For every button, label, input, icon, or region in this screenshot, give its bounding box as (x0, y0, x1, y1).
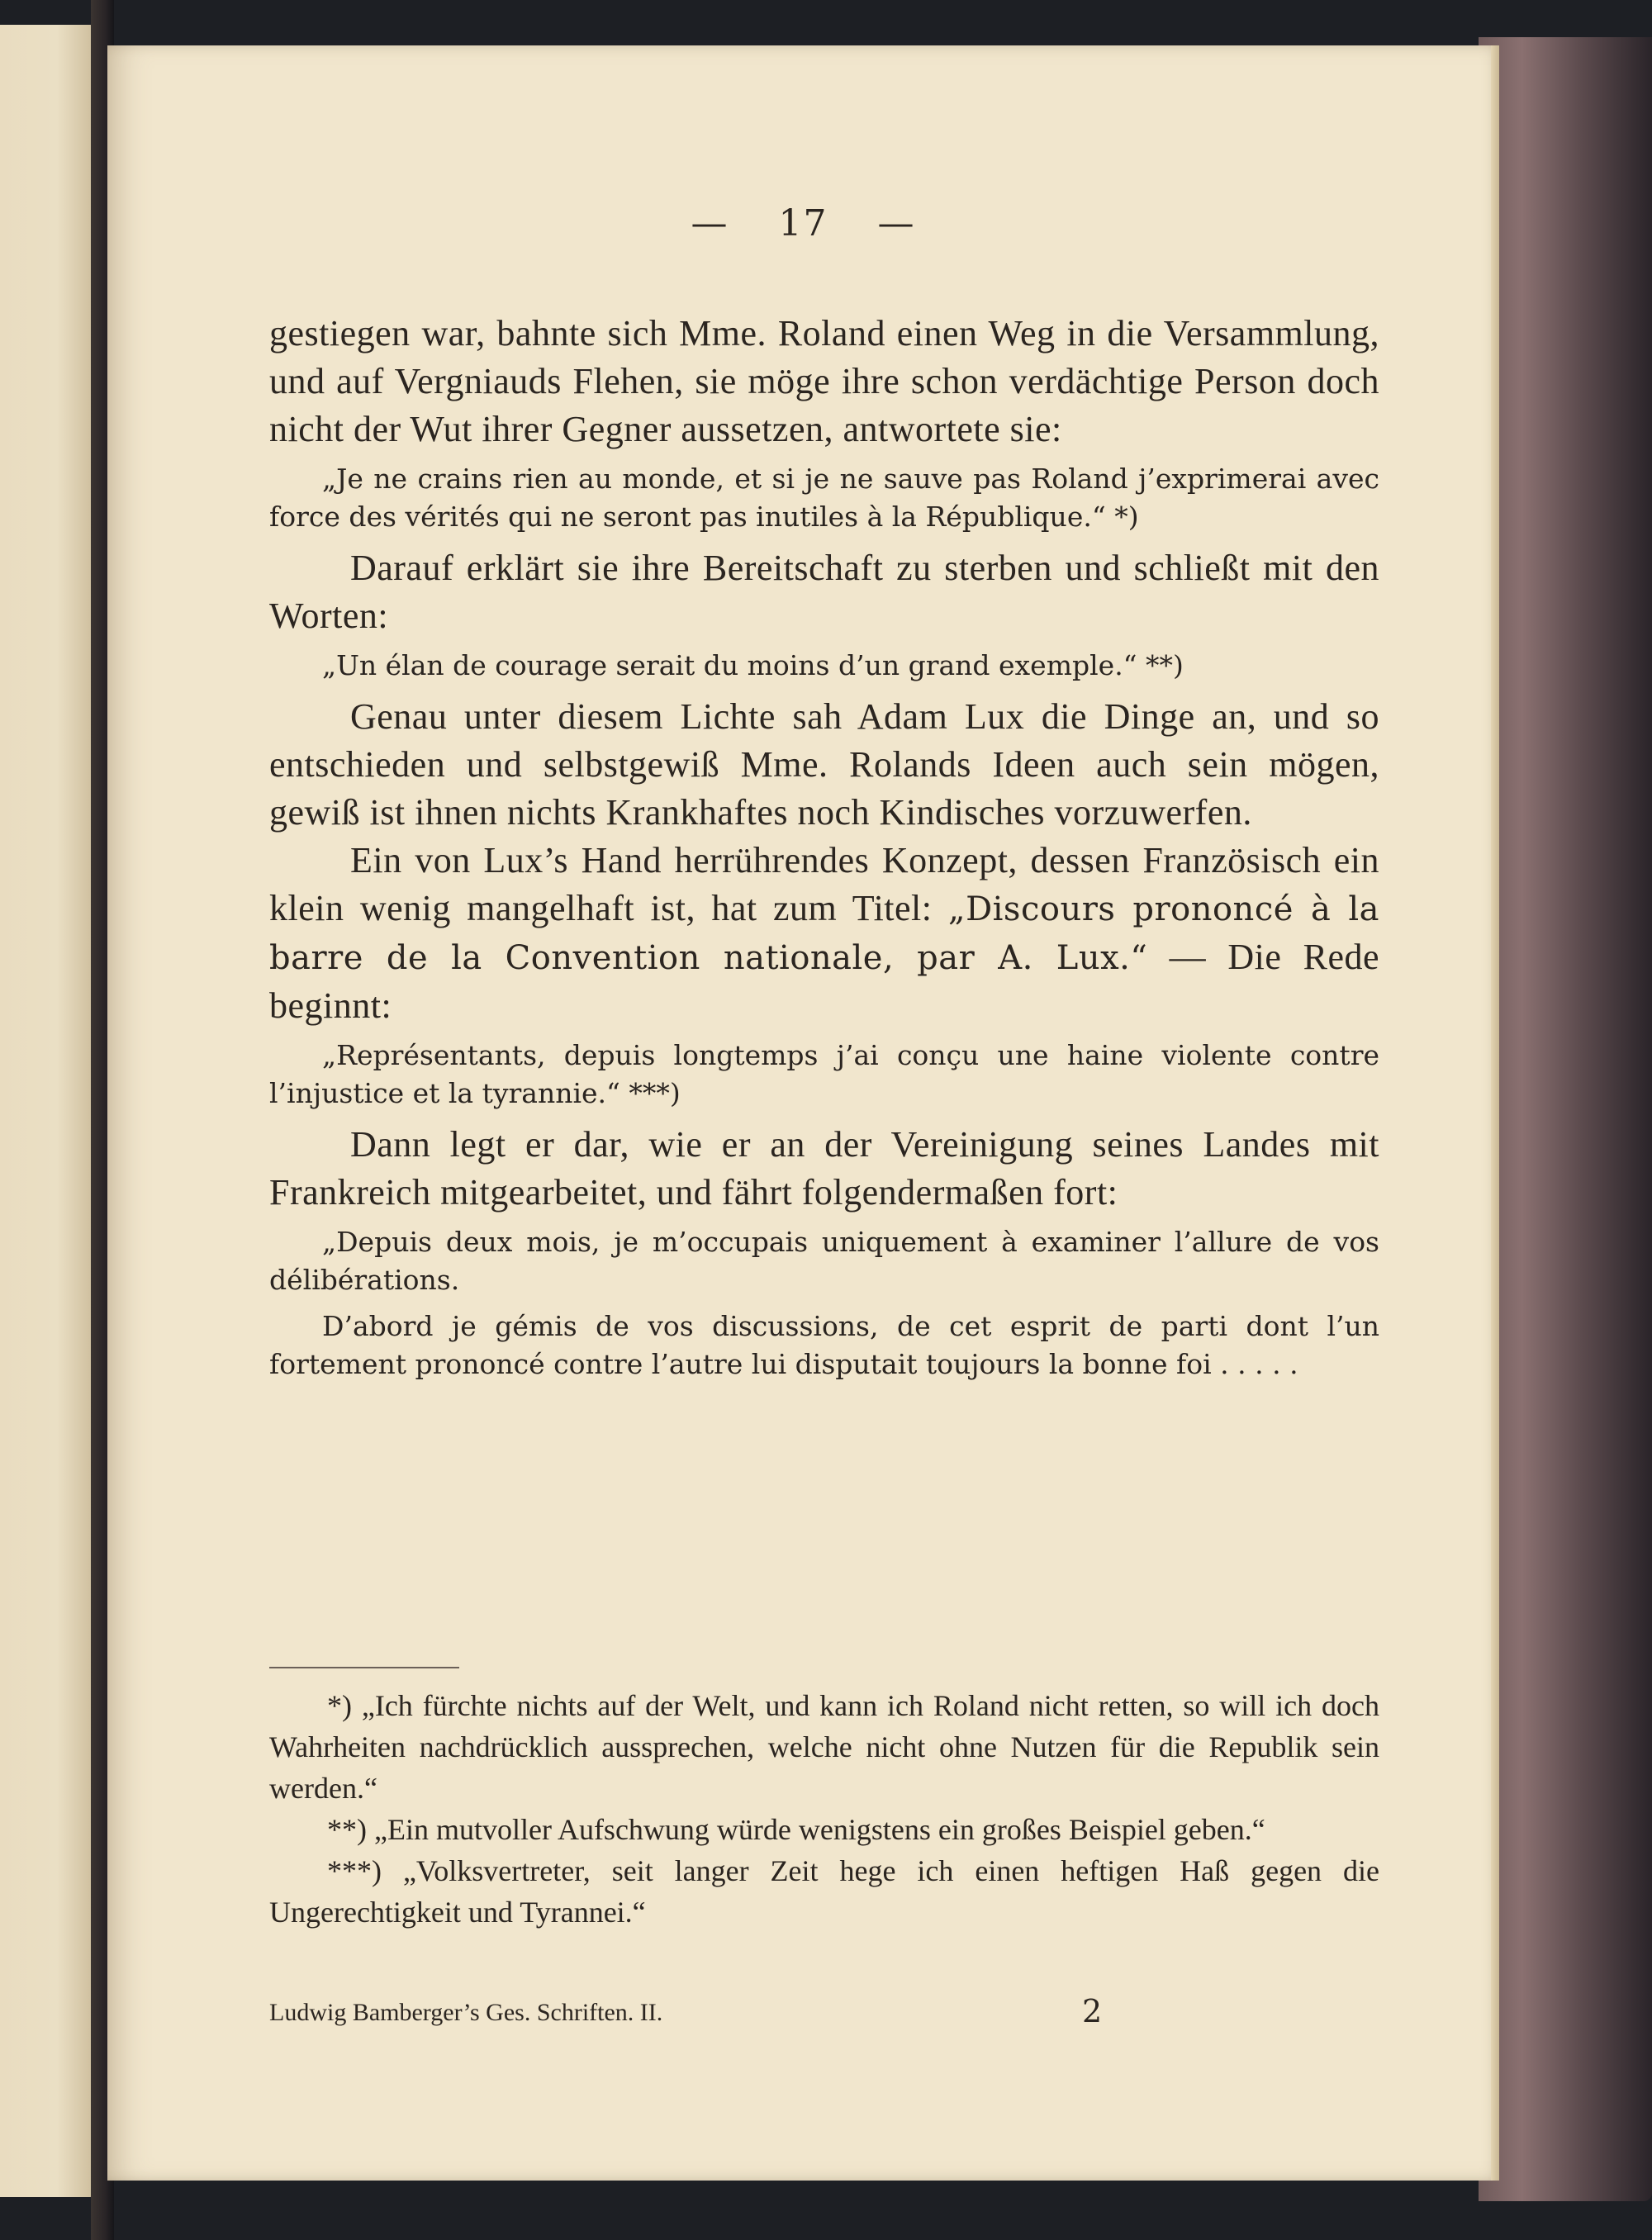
page-body (269, 310, 1379, 1392)
quote-roland-2: „Un élan de courage serait du moins d’un grand exemple.“ **) (322, 649, 1184, 681)
paragraph-5: Dann legt er dar, wie er an der Vereinigung seines Landes mit Frankreich mitgearbeitet, und fährt folgendermaßen fort: (269, 1124, 1379, 1213)
page-footer-signature-line: Ludwig Bamberger’s Ges. Schriften. II. (269, 1999, 663, 2026)
quote-lux-2: „Depuis deux mois, je m’occupais uniquement à examiner l’allure de vos délibérations. (269, 1226, 1379, 1296)
left-page-edge (0, 25, 95, 2197)
page-header (107, 202, 1499, 244)
book-page (107, 45, 1499, 2181)
footnote-rule (269, 1667, 459, 1668)
paragraph-4-text: Ein von Lux’s Hand herrührendes Konzept, dessen Französisch ein klein wenig mangelhaft ist, hat zum Titel: (269, 840, 1379, 928)
quote-lux-1: „Représentants, depuis longtemps j’ai conçu une haine violente contre l’injustice et la tyrannie.“ ***) (269, 1039, 1379, 1109)
sheet-signature: 2 (1082, 1993, 1103, 2029)
book-cover-edge (1479, 37, 1652, 2201)
page-edge (1491, 45, 1499, 2181)
footnote-1: *) „Ich fürchte nichts auf der Welt, und kann ich Roland nicht retten, so will ich doch Wahrheiten nachdrücklich aussprechen, welche nicht ohne Nutzen für die Republik sein werden.“ (269, 1689, 1379, 1805)
header-dash-left: — (691, 202, 729, 244)
paragraph-3: Genau unter diesem Lichte sah Adam Lux die Dinge an, und so entschieden und selbstgewiß Mme. Rolands Ideen auch sein mögen, gewiß ist ihnen nichts Krankhaftes noch Kindisches vorzuwerfen. (269, 696, 1379, 833)
footnote-3: ***) „Volksvertreter, seit langer Zeit hege ich einen heftigen Haß gegen die Ungerechtigkeit und Tyrannei.“ (269, 1854, 1379, 1929)
header-dash-right: — (877, 202, 916, 244)
paragraph-4 (269, 837, 1379, 1030)
footnotes (269, 1685, 1379, 1933)
paragraph-4-tail: — Die Rede beginnt: (269, 937, 1379, 1026)
quote-lux-3: D’abord je gémis de vos discussions, de cet esprit de parti dont l’un fortement prononcé contre l’autre lui disputait toujours la bonne foi . . . . . (269, 1310, 1379, 1380)
paragraph-2: Darauf erklärt sie ihre Bereitschaft zu sterben und schließt mit den Worten: (269, 548, 1379, 636)
footnote-2: **) „Ein mutvoller Aufschwung würde wenigstens ein großes Beispiel geben.“ (327, 1813, 1265, 1846)
quote-roland-1: „Je ne crains rien au monde, et si je ne sauve pas Roland j’exprimerai avec force des vérités qui ne seront pas inutiles à la République.“ *) (269, 463, 1379, 533)
discours-title: „Discours prononcé à la barre de la Convention nationale, par A. Lux.“ (269, 890, 1379, 977)
paragraph-1: gestiegen war, bahnte sich Mme. Roland einen Weg in die Versammlung, und auf Vergniauds Flehen, sie möge ihre schon verdächtige Person doch nicht der Wut ihrer Gegner aussetzen, antwortete sie: (269, 313, 1379, 449)
page-number: 17 (778, 202, 828, 244)
